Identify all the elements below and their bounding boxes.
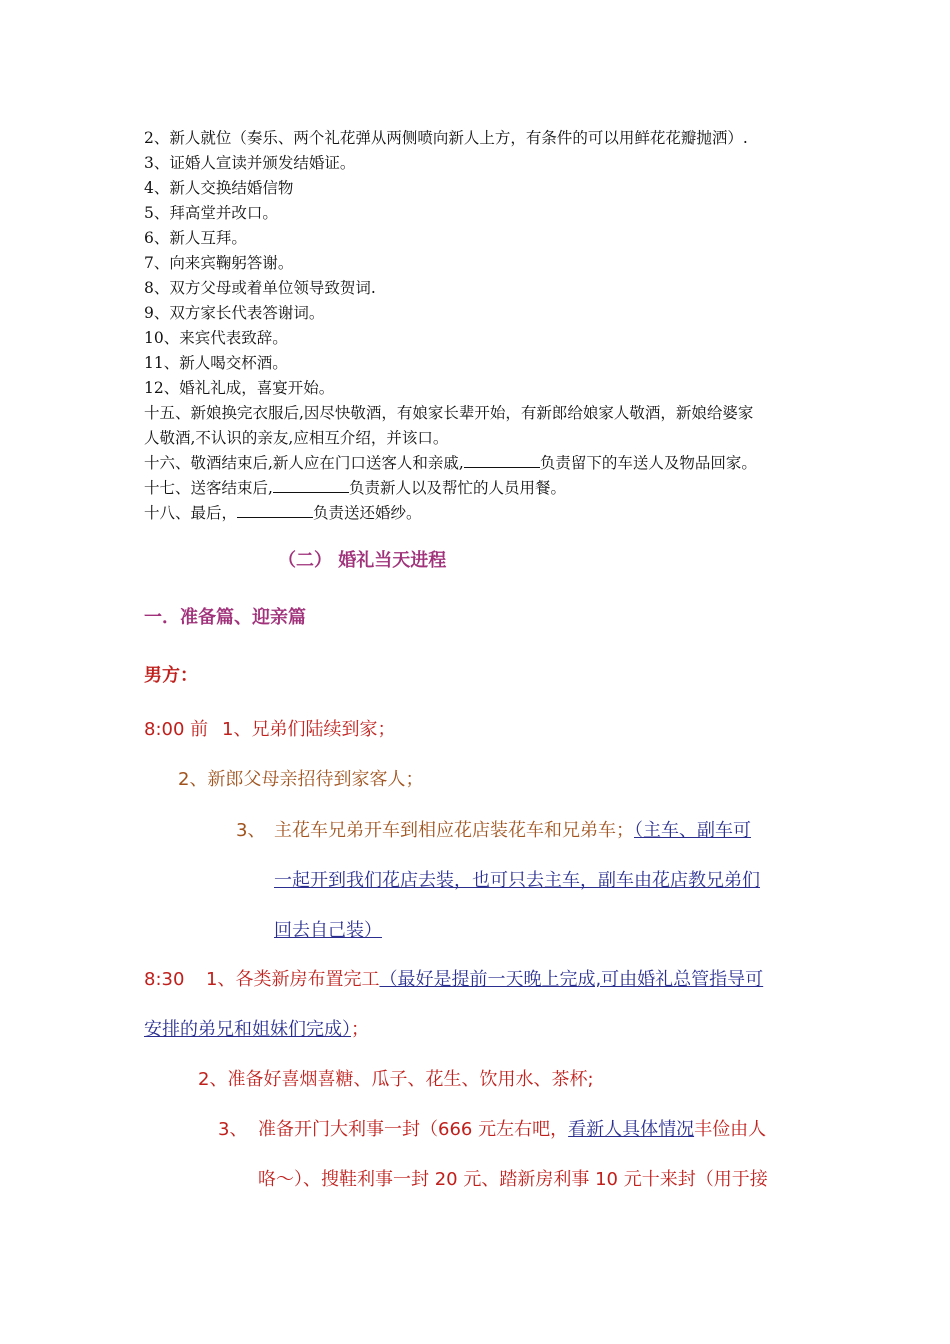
schedule-item: 2、新郎父母亲招待到家客人；	[178, 769, 424, 790]
schedule-item-text: 咯～）、搜鞋利事一封 20 元、踏新房利事 10 元十来封（用于接	[258, 1169, 768, 1190]
blank-line-text: 负责留下的车送人及物品回家。	[539, 454, 757, 472]
schedule-item	[274, 818, 751, 844]
list-item-with-blank	[144, 451, 757, 475]
schedule-time: 8:00 前	[144, 719, 209, 740]
fill-in-blank	[273, 478, 349, 493]
list-item: 11、新人喝交杯酒。	[144, 354, 288, 372]
list-item: 10、来宾代表致辞。	[144, 329, 288, 347]
blank-line-text: 负责新人以及帮忙的人员用餐。	[348, 479, 566, 497]
schedule-item-text: ；	[351, 1019, 369, 1040]
schedule-item-note: 回去自己装）	[274, 920, 382, 941]
schedule-item: 1、兄弟们陆续到家；	[222, 719, 396, 740]
section-title: （二） 婚礼当天进程	[278, 550, 447, 571]
list-item: 6、新人互拜。	[144, 229, 247, 247]
schedule-item-text: 主花车兄弟开车到相应花店装花车和兄弟车；	[274, 820, 634, 841]
schedule-item: 2、准备好喜烟喜糖、瓜子、花生、饮用水、茶杯;	[198, 1069, 594, 1090]
blank-line-text: 负责送还婚纱。	[313, 504, 422, 522]
list-item: 4、新人交换结婚信物	[144, 179, 294, 197]
list-item: 5、拜高堂并改口。	[144, 204, 278, 222]
blank-line-text: 十六、敬酒结束后,新人应在门口送客人和亲戚,	[144, 454, 464, 472]
list-item-with-blank	[144, 476, 566, 500]
blank-line-text: 十七、送客结束后,	[144, 479, 273, 497]
sub-title: 一．准备篇、迎亲篇	[144, 607, 306, 628]
list-item: 8、双方父母或着单位领导致贺词.	[144, 279, 376, 297]
schedule-item	[206, 967, 763, 993]
list-item: 9、双方家长代表答谢词。	[144, 304, 325, 322]
list-item: 12、婚礼礼成，喜宴开始。	[144, 379, 335, 397]
schedule-item-note: 安排的弟兄和姐妹们完成）	[144, 1019, 351, 1040]
list-item-with-blank	[144, 501, 422, 525]
schedule-item-note: （主车、副车可	[634, 820, 751, 841]
groom-label: 男方：	[144, 665, 198, 686]
schedule-item	[258, 1117, 766, 1143]
schedule-item-text: 丰俭由人	[694, 1119, 767, 1140]
schedule-item-text: 准备开门大利事一封（666 元左右吧，	[258, 1119, 569, 1140]
schedule-item-text: 1、各类新房布置完工	[206, 969, 380, 990]
list-item: 7、向来宾鞠躬答谢。	[144, 254, 294, 272]
blank-line-text: 十八、最后，	[144, 504, 238, 522]
fill-in-blank	[237, 503, 313, 518]
schedule-item	[144, 1017, 369, 1043]
fill-in-blank	[464, 453, 540, 468]
schedule-item-note: 一起开到我们花店去装，也可只去主车，副车由花店教兄弟们	[274, 870, 760, 891]
schedule-item-link[interactable]: 看新人具体情况	[568, 1119, 695, 1140]
list-item: 人敬酒,不认识的亲友,应相互介绍，并该口。	[144, 429, 449, 447]
list-item: 2、新人就位（奏乐、两个礼花弹从两侧喷向新人上方，有条件的可以用鲜花花瓣抛洒）.	[144, 129, 748, 147]
schedule-item-note: （最好是提前一天晚上完成,可由婚礼总管指导可	[379, 969, 764, 990]
list-item: 3、证婚人宣读并颁发结婚证。	[144, 154, 356, 172]
list-item: 十五、新娘换完衣服后,因尽快敬酒，有娘家长辈开始，有新郎给娘家人敬酒，新娘给婆家	[144, 404, 754, 422]
schedule-time: 8:30	[144, 969, 185, 990]
schedule-item-number: 3、	[218, 1119, 248, 1140]
schedule-item-number: 3、	[236, 820, 266, 841]
